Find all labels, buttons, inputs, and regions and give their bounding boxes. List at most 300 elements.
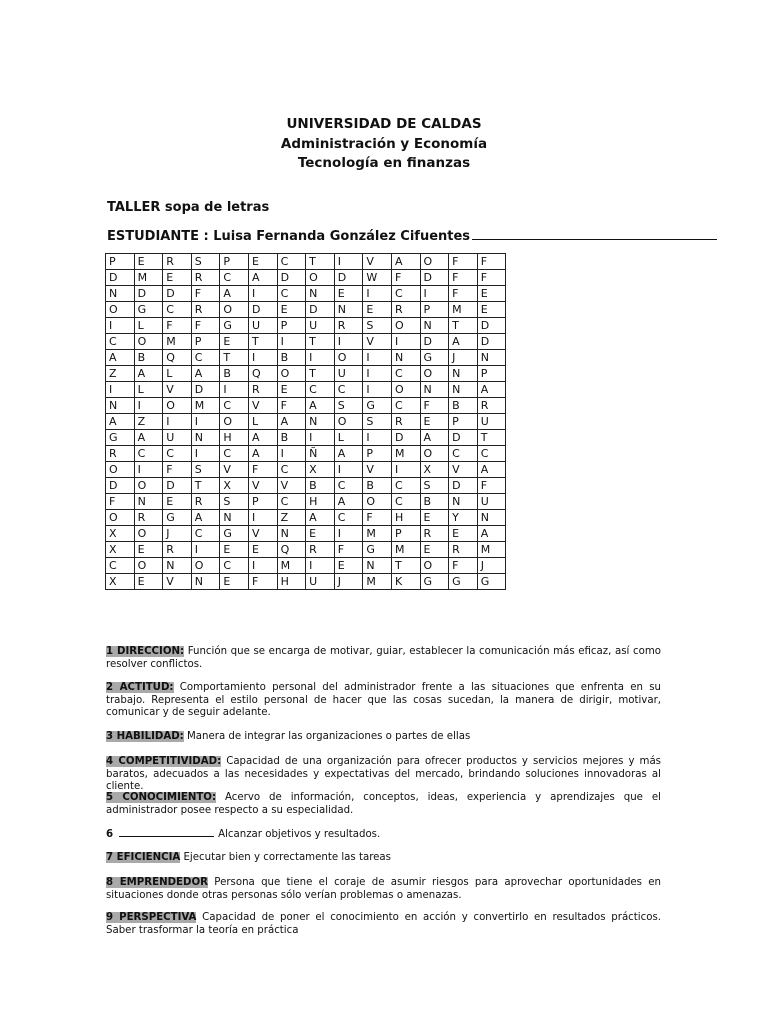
grid-cell: N (306, 414, 335, 430)
grid-cell: Z (106, 366, 135, 382)
grid-cell: F (420, 398, 449, 414)
grid-cell: S (191, 462, 220, 478)
grid-cell: C (220, 446, 249, 462)
grid-cell: P (248, 494, 277, 510)
grid-cell: A (477, 382, 506, 398)
grid-cell: C (277, 286, 306, 302)
grid-cell: P (477, 366, 506, 382)
definition-item (106, 731, 661, 744)
grid-cell: C (134, 446, 163, 462)
grid-cell: F (334, 542, 363, 558)
grid-cell: P (191, 334, 220, 350)
grid-cell: D (306, 302, 335, 318)
grid-cell: I (363, 382, 392, 398)
definition-text: Capacidad de una organización para ofrecer productos y servicios mejores y más baratos, adecuados a las necesidades y expectativas del mercado, brindando soluciones innovadoras al cliente. (106, 756, 661, 792)
grid-cell: O (420, 366, 449, 382)
grid-cell: E (163, 270, 192, 286)
grid-cell: C (306, 382, 335, 398)
definition-term: 5 CONOCIMIENTO: (106, 792, 217, 803)
grid-cell: M (477, 542, 506, 558)
document-header (0, 115, 768, 174)
grid-cell: O (334, 414, 363, 430)
grid-cell: R (106, 446, 135, 462)
grid-cell: R (334, 318, 363, 334)
grid-row (106, 286, 506, 302)
grid-cell: A (477, 526, 506, 542)
grid-cell: I (306, 350, 335, 366)
grid-cell: T (191, 478, 220, 494)
grid-cell: C (391, 478, 420, 494)
grid-cell: S (191, 254, 220, 270)
grid-cell: D (106, 478, 135, 494)
answer-blank[interactable] (119, 827, 214, 837)
student-label: ESTUDIANTE : Luisa Fernanda González Cifuentes (107, 229, 471, 244)
grid-cell: E (134, 542, 163, 558)
grid-cell: N (477, 510, 506, 526)
grid-row (106, 302, 506, 318)
grid-cell: Z (277, 510, 306, 526)
grid-cell: H (391, 510, 420, 526)
grid-cell: U (306, 574, 335, 590)
grid-cell: E (277, 302, 306, 318)
grid-cell: I (334, 526, 363, 542)
grid-cell: D (334, 270, 363, 286)
grid-cell: V (277, 478, 306, 494)
grid-cell: N (449, 366, 478, 382)
grid-cell: O (134, 526, 163, 542)
grid-cell: U (306, 318, 335, 334)
grid-cell: D (163, 286, 192, 302)
grid-cell: I (134, 398, 163, 414)
grid-cell: V (248, 478, 277, 494)
grid-cell: C (277, 494, 306, 510)
definition-text: Alcanzar objetivos y resultados. (218, 829, 381, 840)
grid-cell: C (106, 558, 135, 574)
grid-cell: N (420, 382, 449, 398)
grid-cell: N (306, 286, 335, 302)
grid-cell: M (134, 270, 163, 286)
grid-cell: O (163, 398, 192, 414)
grid-cell: F (391, 270, 420, 286)
definition-term: 1 DIRECCION: (106, 646, 185, 657)
grid-cell: A (134, 366, 163, 382)
grid-cell: R (449, 542, 478, 558)
grid-cell: O (334, 350, 363, 366)
grid-cell: D (391, 430, 420, 446)
grid-cell: N (106, 286, 135, 302)
grid-cell: A (306, 510, 335, 526)
grid-cell: X (220, 478, 249, 494)
grid-cell: D (449, 478, 478, 494)
grid-cell: D (420, 334, 449, 350)
grid-cell: E (248, 254, 277, 270)
grid-cell: I (363, 430, 392, 446)
grid-cell: J (449, 350, 478, 366)
grid-cell: O (106, 462, 135, 478)
faculty-title: Administración y Economía (280, 135, 488, 152)
grid-cell: R (134, 510, 163, 526)
grid-cell: Q (277, 542, 306, 558)
grid-cell: F (477, 478, 506, 494)
grid-cell: N (191, 430, 220, 446)
grid-cell: I (306, 558, 335, 574)
grid-cell: M (191, 398, 220, 414)
grid-cell: I (248, 558, 277, 574)
grid-cell: T (477, 430, 506, 446)
grid-cell: T (391, 558, 420, 574)
definition-text: Capacidad de poner el conocimiento en acción y convertirlo en resultados prácticos. Saber trasformar la teoría en práctica (106, 912, 661, 936)
grid-cell: O (134, 334, 163, 350)
grid-cell: V (163, 382, 192, 398)
definition-item (106, 756, 661, 794)
grid-cell: F (163, 462, 192, 478)
definition-term: 9 PERSPECTIVA (106, 912, 197, 923)
grid-cell: L (163, 366, 192, 382)
grid-cell: D (477, 334, 506, 350)
grid-cell: A (391, 254, 420, 270)
grid-cell: V (248, 398, 277, 414)
definition-term: 4 COMPETITIVIDAD: (106, 756, 222, 767)
grid-cell: U (334, 366, 363, 382)
grid-cell: L (334, 430, 363, 446)
grid-cell: O (391, 318, 420, 334)
grid-cell: B (134, 350, 163, 366)
grid-cell: X (306, 462, 335, 478)
grid-cell: E (477, 302, 506, 318)
grid-cell: M (163, 334, 192, 350)
grid-cell: O (106, 510, 135, 526)
definition-item (106, 827, 661, 842)
grid-cell: U (248, 318, 277, 334)
grid-cell: F (277, 398, 306, 414)
grid-row (106, 382, 506, 398)
grid-cell: D (449, 430, 478, 446)
grid-cell: O (391, 382, 420, 398)
grid-cell: I (106, 318, 135, 334)
grid-cell: N (477, 350, 506, 366)
grid-cell: F (477, 254, 506, 270)
grid-row (106, 366, 506, 382)
grid-cell: D (163, 478, 192, 494)
grid-cell: G (134, 302, 163, 318)
grid-cell: C (191, 526, 220, 542)
grid-cell: I (248, 350, 277, 366)
grid-row (106, 334, 506, 350)
grid-cell: F (449, 286, 478, 302)
grid-cell: Q (163, 350, 192, 366)
definition-text: Acervo de información, conceptos, ideas, experiencia y aprendizajes que el administrador posee respecto a su especialidad. (106, 792, 661, 816)
grid-cell: O (363, 494, 392, 510)
grid-cell: T (306, 254, 335, 270)
grid-cell: J (163, 526, 192, 542)
definition-item (106, 682, 661, 720)
grid-cell: E (220, 334, 249, 350)
grid-cell: E (134, 574, 163, 590)
grid-cell: T (306, 334, 335, 350)
grid-cell: N (220, 510, 249, 526)
grid-cell: S (220, 494, 249, 510)
grid-row (106, 542, 506, 558)
grid-cell: F (163, 318, 192, 334)
grid-cell: X (420, 462, 449, 478)
grid-cell: E (163, 494, 192, 510)
grid-cell: G (477, 574, 506, 590)
grid-cell: O (106, 302, 135, 318)
grid-cell: O (220, 414, 249, 430)
grid-cell: C (477, 446, 506, 462)
grid-cell: C (163, 302, 192, 318)
grid-cell: A (306, 398, 335, 414)
grid-cell: C (334, 478, 363, 494)
grid-cell: A (106, 414, 135, 430)
grid-cell: R (420, 526, 449, 542)
grid-cell: E (248, 542, 277, 558)
definition-text: Manera de integrar las organizaciones o partes de ellas (183, 731, 471, 742)
definition-text: Ejecutar bien y correctamente las tareas (180, 852, 391, 863)
grid-cell: N (449, 382, 478, 398)
grid-cell: E (134, 254, 163, 270)
grid-cell: A (248, 430, 277, 446)
grid-row (106, 510, 506, 526)
grid-cell: C (191, 350, 220, 366)
definitions-list (106, 646, 661, 946)
grid-cell: M (391, 446, 420, 462)
grid-cell: R (391, 302, 420, 318)
word-search-grid (105, 253, 506, 590)
grid-cell: A (449, 334, 478, 350)
grid-cell: T (248, 334, 277, 350)
grid-cell: S (363, 414, 392, 430)
grid-row (106, 462, 506, 478)
grid-cell: O (220, 302, 249, 318)
grid-cell: I (306, 430, 335, 446)
grid-cell: I (391, 334, 420, 350)
grid-cell: L (134, 318, 163, 334)
grid-cell: T (220, 350, 249, 366)
grid-cell: Ñ (306, 446, 335, 462)
grid-cell: P (391, 526, 420, 542)
grid-cell: E (334, 286, 363, 302)
grid-cell: J (477, 558, 506, 574)
grid-cell: O (134, 478, 163, 494)
grid-cell: C (391, 494, 420, 510)
grid-cell: C (391, 398, 420, 414)
grid-cell: E (334, 558, 363, 574)
definition-term: 3 HABILIDAD: (106, 731, 184, 742)
grid-cell: N (334, 302, 363, 318)
grid-row (106, 414, 506, 430)
grid-cell: E (363, 302, 392, 318)
grid-cell: F (363, 510, 392, 526)
grid-cell: I (363, 286, 392, 302)
grid-row (106, 478, 506, 494)
grid-cell: I (248, 286, 277, 302)
grid-cell: E (420, 542, 449, 558)
grid-cell: K (391, 574, 420, 590)
university-title: UNIVERSIDAD DE CALDAS (286, 116, 482, 132)
grid-cell: Z (134, 414, 163, 430)
grid-cell: I (363, 350, 392, 366)
grid-cell: F (248, 462, 277, 478)
grid-cell: B (363, 478, 392, 494)
grid-row (106, 254, 506, 270)
grid-cell: D (191, 382, 220, 398)
grid-cell: I (191, 414, 220, 430)
grid-cell: I (191, 542, 220, 558)
program-title: Tecnología en finanzas (297, 155, 471, 171)
grid-cell: U (477, 494, 506, 510)
grid-cell: S (334, 398, 363, 414)
grid-cell: I (363, 366, 392, 382)
grid-cell: F (449, 558, 478, 574)
grid-cell: X (106, 526, 135, 542)
grid-cell: A (420, 430, 449, 446)
grid-cell: A (334, 494, 363, 510)
grid-cell: H (277, 574, 306, 590)
grid-cell: I (163, 414, 192, 430)
grid-cell: N (191, 574, 220, 590)
grid-cell: P (420, 302, 449, 318)
grid-cell: E (220, 542, 249, 558)
grid-cell: N (363, 558, 392, 574)
grid-cell: B (220, 366, 249, 382)
definition-item (106, 852, 661, 865)
grid-cell: C (220, 398, 249, 414)
student-blank-line (472, 227, 717, 240)
grid-cell: D (420, 270, 449, 286)
grid-cell: B (277, 350, 306, 366)
grid-row (106, 574, 506, 590)
grid-cell: I (248, 510, 277, 526)
grid-cell: R (306, 542, 335, 558)
grid-cell: V (220, 462, 249, 478)
grid-cell: A (477, 462, 506, 478)
grid-cell: F (191, 286, 220, 302)
grid-cell: O (306, 270, 335, 286)
definition-item (106, 646, 661, 671)
grid-cell: A (248, 446, 277, 462)
grid-cell: C (391, 366, 420, 382)
student-line (107, 227, 717, 244)
grid-cell: E (449, 526, 478, 542)
grid-cell: N (449, 494, 478, 510)
grid-cell: C (334, 510, 363, 526)
grid-cell: P (449, 414, 478, 430)
grid-cell: L (248, 414, 277, 430)
grid-cell: I (420, 286, 449, 302)
grid-row (106, 446, 506, 462)
grid-cell: B (306, 478, 335, 494)
grid-cell: I (277, 334, 306, 350)
grid-cell: I (277, 446, 306, 462)
grid-cell: F (449, 270, 478, 286)
grid-cell: N (106, 398, 135, 414)
grid-cell: N (420, 318, 449, 334)
grid-cell: C (220, 270, 249, 286)
grid-cell: G (449, 574, 478, 590)
grid-row (106, 526, 506, 542)
grid-cell: D (277, 270, 306, 286)
definition-text: Comportamiento personal del administrador frente a las situaciones que enfrenta en su trabajo. Representa el estilo personal de hacer que las cosas sucedan, la manera de dirigir, motivar, comunicar y de seguir adelante. (106, 682, 661, 718)
grid-cell: H (306, 494, 335, 510)
grid-cell: C (163, 446, 192, 462)
grid-cell: M (363, 574, 392, 590)
workshop-title: TALLER sopa de letras (107, 200, 270, 215)
grid-cell: J (334, 574, 363, 590)
grid-cell: P (220, 254, 249, 270)
grid-cell: D (477, 318, 506, 334)
grid-cell: G (163, 510, 192, 526)
grid-cell: E (420, 510, 449, 526)
grid-cell: E (477, 286, 506, 302)
grid-cell: R (163, 254, 192, 270)
grid-cell: N (277, 526, 306, 542)
grid-cell: G (363, 542, 392, 558)
grid-cell: F (191, 318, 220, 334)
grid-cell: C (391, 286, 420, 302)
grid-cell: I (334, 254, 363, 270)
grid-cell: F (477, 270, 506, 286)
definition-text: Persona que tiene el coraje de asumir riesgos para aprovechar oportunidades en situaciones donde otras personas sólo verían problemas o amenazas. (106, 877, 662, 901)
grid-cell: D (106, 270, 135, 286)
grid-cell: R (191, 302, 220, 318)
definition-term: 7 EFICIENCIA (106, 852, 181, 863)
grid-cell: R (391, 414, 420, 430)
grid-row (106, 318, 506, 334)
grid-cell: S (420, 478, 449, 494)
grid-cell: D (134, 286, 163, 302)
definition-term: 8 EMPRENDEDOR (106, 877, 208, 888)
grid-row (106, 558, 506, 574)
grid-cell: M (363, 526, 392, 542)
grid-cell: O (134, 558, 163, 574)
grid-cell: A (220, 286, 249, 302)
grid-cell: C (277, 462, 306, 478)
grid-cell: I (220, 382, 249, 398)
grid-cell: S (363, 318, 392, 334)
grid-cell: E (277, 382, 306, 398)
grid-cell: E (220, 574, 249, 590)
grid-cell: G (363, 398, 392, 414)
grid-cell: W (363, 270, 392, 286)
grid-cell: E (420, 414, 449, 430)
grid-cell: T (306, 366, 335, 382)
grid-cell: V (363, 334, 392, 350)
grid-cell: A (191, 510, 220, 526)
grid-cell: P (106, 254, 135, 270)
definition-number: 6 (106, 829, 114, 840)
grid-cell: A (134, 430, 163, 446)
grid-cell: F (248, 574, 277, 590)
grid-cell: D (248, 302, 277, 318)
definition-item (106, 912, 661, 937)
grid-cell: I (334, 334, 363, 350)
grid-cell: A (277, 414, 306, 430)
grid-cell: N (134, 494, 163, 510)
grid-cell: L (134, 382, 163, 398)
grid-cell: V (449, 462, 478, 478)
grid-cell: E (306, 526, 335, 542)
grid-cell: O (420, 558, 449, 574)
grid-cell: O (420, 446, 449, 462)
grid-cell: I (106, 382, 135, 398)
grid-cell: V (163, 574, 192, 590)
definition-text: Función que se encarga de motivar, guiar, establecer la comunicación más eficaz, así como resolver conflictos. (106, 646, 661, 670)
grid-row (106, 270, 506, 286)
definition-item (106, 877, 661, 902)
grid-cell: C (334, 382, 363, 398)
grid-cell: I (334, 462, 363, 478)
